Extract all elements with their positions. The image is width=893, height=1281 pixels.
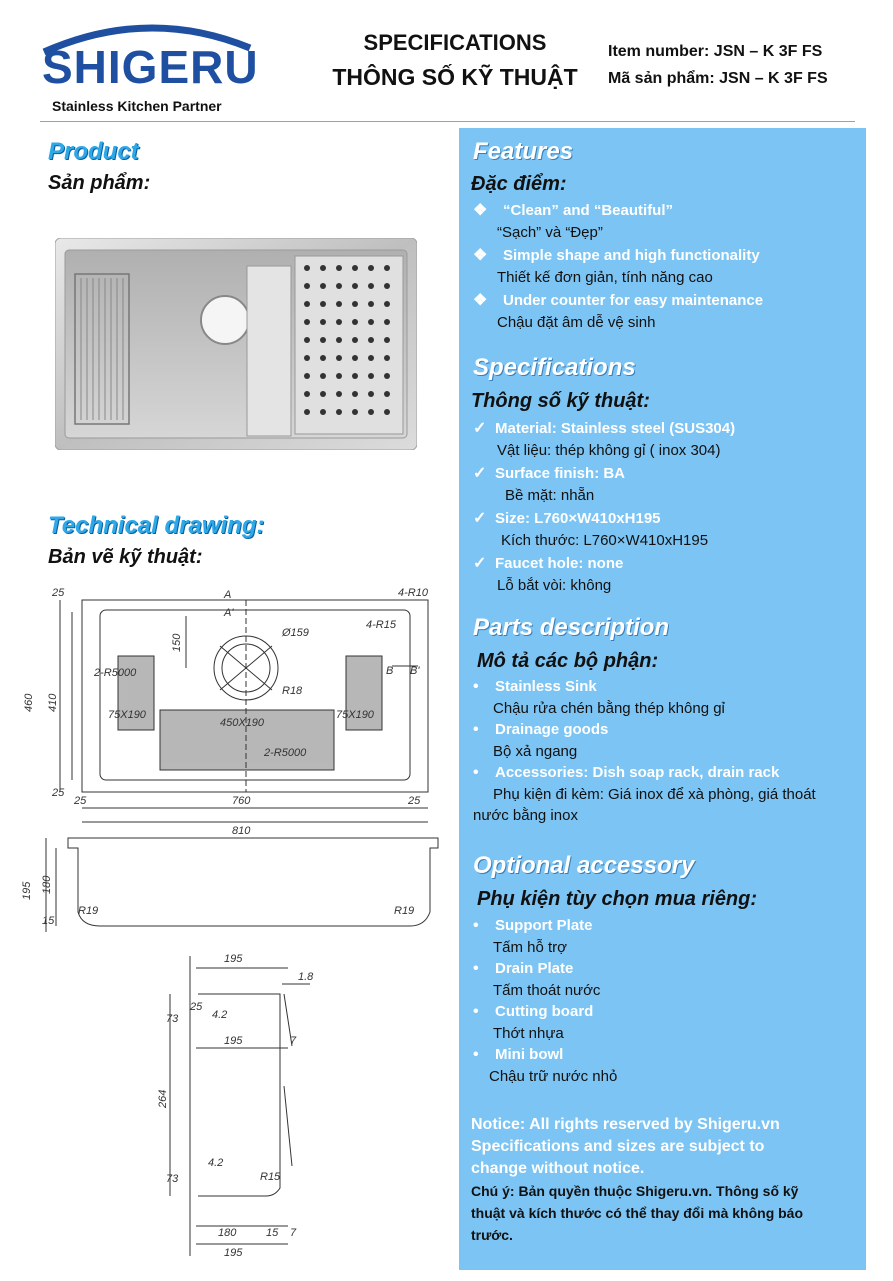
dim-label: 450X190 [220,717,265,729]
dim-label: 460 [23,693,35,712]
drawing-heading-vi: Bản vẽ kỹ thuật: [48,546,203,568]
notice-line-vi: Bản quyền thuộc Shigeru.vn. Thông số kỹ [514,1183,799,1199]
list-item: ❖ Simple shape and high functionality [473,247,760,264]
features-heading-vi: Đặc điểm: [471,173,567,195]
header-divider [40,121,855,122]
spec-panel [459,128,866,1270]
features-heading: Features [473,138,574,165]
list-item-vi: Tấm thoát nước [493,982,601,999]
drawing-heading: Technical drawing: [48,512,265,539]
dim-label: B [386,665,394,677]
list-item: ✓ Surface finish: BA [473,465,626,482]
dim-label: 264 [157,1089,169,1108]
dim-label: 1.8 [298,971,314,983]
dim-label: Ø159 [282,627,309,639]
dim-label: 75X190 [336,709,374,721]
notice-text-vi [471,1180,856,1246]
list-item: ❖ Under counter for easy maintenance [473,292,764,309]
list-item: • Drain Plate [473,960,574,977]
list-item-vi: Kích thước: L760×W410xH195 [501,532,709,549]
dim-label: 4-R15 [366,619,396,631]
specs-list [473,418,735,594]
dim-label: 195 [224,953,243,965]
item-number [608,38,828,92]
list-item: • Mini bowl [473,1046,564,1063]
dim-label: A [224,589,232,601]
dim-label: 2-R5000 [94,667,137,679]
dim-label: 4-R10 [398,587,428,599]
dim-label: 195 [224,1035,243,1047]
list-item-vi: Bề mặt: nhẵn [505,487,595,504]
specs-heading-vi: Thông số kỹ thuật: [471,390,650,412]
notice-line-vi: thuật và kích thước có thể thay đổi mà không báo [471,1205,804,1221]
brand-logo [38,18,258,118]
item-number-vi: Mã sản phẩm: JSN – K 3F FS [608,70,828,87]
list-item: ✓ Size: L760×W410xH195 [473,510,661,527]
dim-label: 2-R5000 [264,747,307,759]
dim-label: 15 [42,915,55,927]
dim-label: R18 [282,685,303,697]
dim-label: R19 [78,905,99,917]
notice-line-vi: trước. [471,1227,513,1243]
list-item-vi: Vật liệu: thép không gỉ ( inox 304) [497,442,721,459]
features-list [473,200,763,331]
product-heading-vi: Sản phẩm: [48,172,151,194]
list-item: • Accessories: Dish soap rack, drain rack [473,764,780,781]
dim-label: 25 [408,795,421,807]
list-item: • Cutting board [473,1003,594,1020]
dim-label: 180 [218,1227,237,1239]
dim-label: A' [224,607,234,619]
dim-label: 195 [21,881,33,900]
list-item-vi: Bộ xả ngang [493,743,578,760]
specs-heading: Specifications [473,354,636,381]
list-item: • Support Plate [473,917,593,934]
list-item-vi: “Sạch” và “Đẹp” [497,224,603,241]
list-item: • Stainless Sink [473,678,597,695]
list-item: • Drainage goods [473,721,609,738]
list-item-vi: Chậu đặt âm dễ vệ sinh [497,314,656,331]
dim-label: 25 [52,787,65,799]
notice-line: change without notice. [471,1160,645,1177]
list-item-vi: Chậu rửa chén bằng thép không gỉ [493,700,725,717]
list-item-vi: Thớt nhựa [493,1025,564,1042]
optional-heading-vi: Phụ kiện tùy chọn mua riêng: [477,888,758,910]
dim-label: 760 [232,795,251,807]
dim-label: B' [410,665,420,677]
dim-label: 73 [166,1013,179,1025]
optional-list [473,917,617,1085]
dim-label: 4.2 [208,1157,224,1169]
list-item: ✓ Material: Stainless steel (SUS304) [473,420,736,437]
dim-label: 180 [41,875,53,894]
parts-heading-vi: Mô tả các bộ phận: [477,650,659,672]
list-item: ✓ Faucet hole: none [473,555,624,572]
list-item-vi: Chậu trữ nước nhỏ [489,1068,618,1085]
notice-text [471,1114,856,1180]
dim-label: 7 [290,1227,297,1239]
technical-drawing [20,576,450,1266]
dim-label: 75X190 [108,709,146,721]
page-title [300,30,610,91]
dim-label: 195 [224,1247,243,1259]
product-photo [55,238,417,450]
list-item-vi: Lỗ bắt vòi: không [497,577,612,594]
list-item-vi: nước bằng inox [473,807,578,824]
dim-label: R19 [394,905,415,917]
parts-heading: Parts description [473,614,670,641]
dim-label: 810 [232,825,251,837]
dim-label: 73 [166,1173,179,1185]
parts-list [473,678,816,824]
list-item-vi: Thiết kế đơn giản, tính năng cao [497,269,713,286]
brand-tagline: Stainless Kitchen Partner [52,98,222,114]
list-item: ❖ “Clean” and “Beautiful” [473,202,674,219]
notice-line: Notice: All rights reserved by Shigeru.vn [471,1116,780,1133]
notice-line: Specifications and sizes are subject to [471,1138,765,1155]
dim-label: 410 [47,693,59,712]
dim-label: 7 [290,1035,297,1047]
dim-label: 25 [74,795,87,807]
title-en: SPECIFICATIONS [363,30,547,55]
dim-label: 25 [190,1001,203,1013]
dim-label: 25 [52,587,65,599]
dim-label: 4.2 [212,1009,228,1021]
dim-label: 150 [171,633,183,652]
item-number-en: Item number: JSN – K 3F FS [608,43,823,60]
brand-name: SHIGERU [42,41,259,93]
product-heading: Product [48,138,139,165]
dim-label: 15 [266,1227,279,1239]
notice-label-vi: Chú ý: [471,1183,515,1199]
dim-label: R15 [260,1171,281,1183]
list-item-vi: Phụ kiện đi kèm: Giá inox để xà phòng, giá thoát [493,786,816,803]
list-item-vi: Tấm hỗ trợ [493,939,568,956]
optional-heading: Optional accessory [473,852,695,879]
title-vi: THÔNG SỐ KỸ THUẬT [332,64,578,90]
